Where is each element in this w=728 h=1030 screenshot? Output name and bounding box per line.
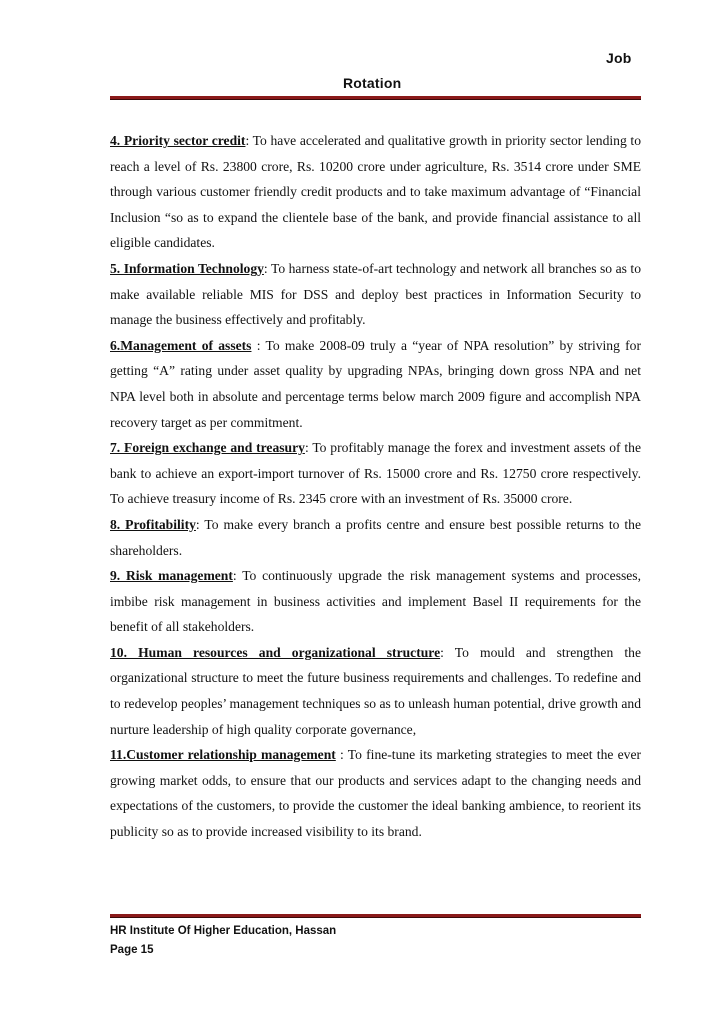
section-foreign-exchange-treasury bbox=[110, 435, 641, 512]
section-separator: : bbox=[195, 516, 205, 532]
section-customer-relationship bbox=[110, 742, 641, 844]
section-text: To make every branch a profits centre and ensure best possible returns to the shareholders. bbox=[110, 516, 642, 558]
footer-divider bbox=[110, 914, 641, 918]
section-risk-management bbox=[110, 563, 641, 640]
section-management-of-assets bbox=[110, 333, 641, 435]
section-heading: 7. Foreign exchange and treasury bbox=[110, 440, 305, 456]
footer-page-number: Page 15 bbox=[110, 944, 154, 956]
header-title-line1: Job bbox=[606, 50, 632, 66]
section-separator: : bbox=[304, 440, 313, 456]
header-divider bbox=[110, 96, 641, 100]
section-separator: : bbox=[440, 644, 455, 660]
section-heading: 8. Profitability bbox=[110, 516, 196, 532]
section-heading: 4. Priority sector credit bbox=[110, 133, 246, 148]
header-title-line2: Rotation bbox=[343, 75, 402, 91]
section-separator: : bbox=[232, 568, 243, 584]
document-body bbox=[110, 128, 641, 845]
section-text: To profitably manage the forex and investment assets of the bank to achieve an export-import turnover of Rs. 15000 crore and Rs. 12750 crore respectively. To achieve treasury income of Rs. 2345 crore with an investment of Rs. 35000 crore. bbox=[110, 440, 642, 507]
footer-institute: HR Institute Of Higher Education, Hassan bbox=[110, 925, 337, 937]
section-heading: 5. Information Technology bbox=[110, 260, 264, 276]
section-human-resources bbox=[110, 640, 641, 742]
section-heading: 11.Customer relationship management bbox=[110, 747, 336, 763]
section-text: To make 2008-09 truly a “year of NPA resolution” by striving for getting “A” rating under asset quality by upgrading NPAs, bringing down gross NPA and net NPA level both in absolute and percentage terms below march 2009 figure and accomplish NPA recovery target as per commitment. bbox=[110, 337, 641, 430]
section-separator: : bbox=[245, 133, 253, 148]
section-profitability bbox=[110, 512, 641, 563]
section-text: To mould and strengthen the organizational structure to meet the future business requirements and challenges. To redefine and to redevelop peoples’ management techniques so as to unleash human potential, drive growth and nurture leadership of high quality corporate governance, bbox=[110, 644, 641, 737]
section-separator: : bbox=[335, 747, 348, 763]
section-heading: 9. Risk management bbox=[110, 568, 233, 584]
section-text: To have accelerated and qualitative growth in priority sector lending to reach a level of Rs. 23800 crore, Rs. 10200 crore under agriculture, Rs. 3514 crore under SME through various customer friendly credit products and to take maximum advantage of “Financial Inclusion “so as to expand the clientele base of the bank, and provide financial assistance to all eligible candidates. bbox=[110, 133, 642, 251]
section-text: To fine-tune its marketing strategies to meet the ever growing market odds, to ensure that our products and services adapt to the changing needs and expectations of the customers, to provide the customer the ideal banking ambience, to reorient its publicity so as to provide increased visibility to its brand. bbox=[110, 747, 642, 840]
section-separator: : bbox=[251, 337, 266, 353]
section-information-technology bbox=[110, 256, 641, 333]
section-text: To harness state-of-art technology and network all branches so as to make available reliable MIS for DSS and deploy best practices in Information Security to manage the business effectively and profitably. bbox=[110, 260, 641, 328]
section-heading: 10. Human resources and organizational structure bbox=[110, 644, 441, 660]
section-heading: 6.Management of assets bbox=[110, 337, 252, 353]
section-priority-sector-credit bbox=[110, 128, 641, 256]
section-text: To continuously upgrade the risk management systems and processes, imbibe risk management in business activities and implement Basel II requirements for the benefit of all stakeholders. bbox=[110, 568, 642, 635]
section-separator: : bbox=[263, 260, 271, 276]
